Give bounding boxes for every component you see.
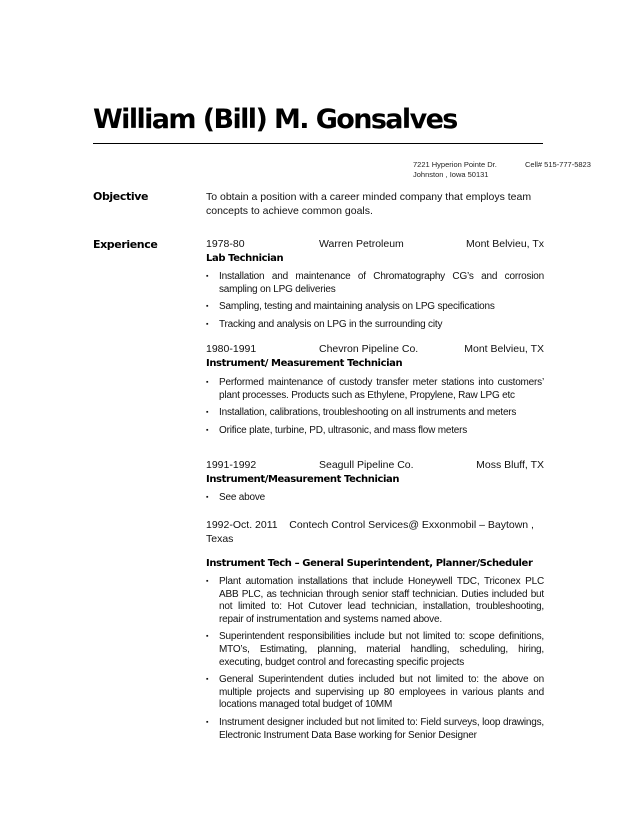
list-item: ▪ Installation, calibrations, troubleshooting on all instruments and meters [206,407,517,419]
job-title: Lab Technician [206,253,284,264]
job-years: 1991-1992 [206,459,257,471]
job-heading: 1992-Oct. 2011 Contech Control Services@ Exxonmobil – Baytown , Texas [206,519,537,545]
objective-label: Objective [93,190,149,203]
list-item: ▪ Orifice plate, turbine, PD, ultrasonic, and mass flow meters [206,424,468,436]
job-location: Mont Belvieu, Tx [465,238,544,250]
list-item: ▪ General Superintendent duties included but not limited to: the above on multiple projects and supervising up 80 employees in various plants and locations managed total budget of 10MM [206,674,544,711]
job-years: 1978-80 [206,238,245,250]
job-location: Moss Bluff, TX [476,459,544,471]
address-line-1: 7221 Hyperion Pointe Dr. [413,160,497,169]
list-item: ▪ Superintendent responsibilities include but not limited to: scope definitions, MTO’s, Estimating, planning, material handling, scheduling, hiring, executing, budget control and forecasting specific projects [206,631,544,668]
job-title: Instrument/ Measurement Technician [206,358,403,369]
experience-label: Experience [93,238,158,251]
bullet-icon: ▪ [206,718,209,726]
job-company: Chevron Pipeline Co. [319,343,419,355]
job-header [206,238,544,252]
job-bullets [206,576,544,747]
list-item: ▪ Performed maintenance of custody transfer meter stations into customers’ plant processes. Products such as Ethylene, Propylene, Raw LPG etc [206,377,544,401]
job-title: Instrument Tech – General Superintendent, Planner/Scheduler [206,558,533,569]
list-item: ▪ Sampling, testing and maintaining analysis on LPG specifications [206,301,495,313]
list-item: ▪ See above [206,492,266,503]
job-header [206,343,544,357]
bullet-icon: ▪ [206,409,209,417]
job-location: Mont Belvieu, TX [464,343,544,355]
bullet-icon: ▪ [206,320,209,328]
job-bullets [206,377,544,442]
header-rule [93,143,543,144]
cell-phone: Cell# 515-777-5823 [525,160,591,169]
job-header [206,459,544,473]
bullet-icon: ▪ [206,273,209,280]
job-company: Seagull Pipeline Co. [319,459,414,471]
job-years: 1980-1991 [206,343,257,355]
job-bullets [206,271,544,336]
bullet-icon: ▪ [206,633,209,641]
bullet-icon: ▪ [206,303,209,311]
address-block [413,160,497,180]
objective-text: To obtain a position with a career minded company that employs team concepts to achieve common goals. [206,191,532,217]
list-item: ▪ Plant automation installations that include Honeywell TDC, Triconex PLC ABB PLC, as technician through senior staff technician. Duties included but not limited to: Hot Cutover lead technician, installation, troubleshooting, repair of instrumentation and systems named above. [206,576,544,625]
job-bullets [206,492,544,510]
bullet-icon: ▪ [206,426,209,434]
list-item: ▪ Tracking and analysis on LPG in the surrounding city [206,318,443,330]
bullet-icon: ▪ [206,578,209,585]
list-item: ▪ Installation and maintenance of Chromatography CG’s and corrosion sampling on LPG deliveries [206,271,544,295]
bullet-icon: ▪ [206,676,209,684]
job-title: Instrument/Measurement Technician [206,474,400,485]
resume-name: William (Bill) M. Gonsalves [93,104,457,135]
bullet-icon: ▪ [206,494,209,501]
list-item: ▪ Instrument designer included but not limited to: Field surveys, loop drawings, Electronic Instrument Data Base working for Senior Designer [206,716,544,741]
address-line-2: Johnston , Iowa 50131 [413,170,489,179]
bullet-icon: ▪ [206,379,209,386]
job-company: Warren Petroleum [319,238,404,250]
